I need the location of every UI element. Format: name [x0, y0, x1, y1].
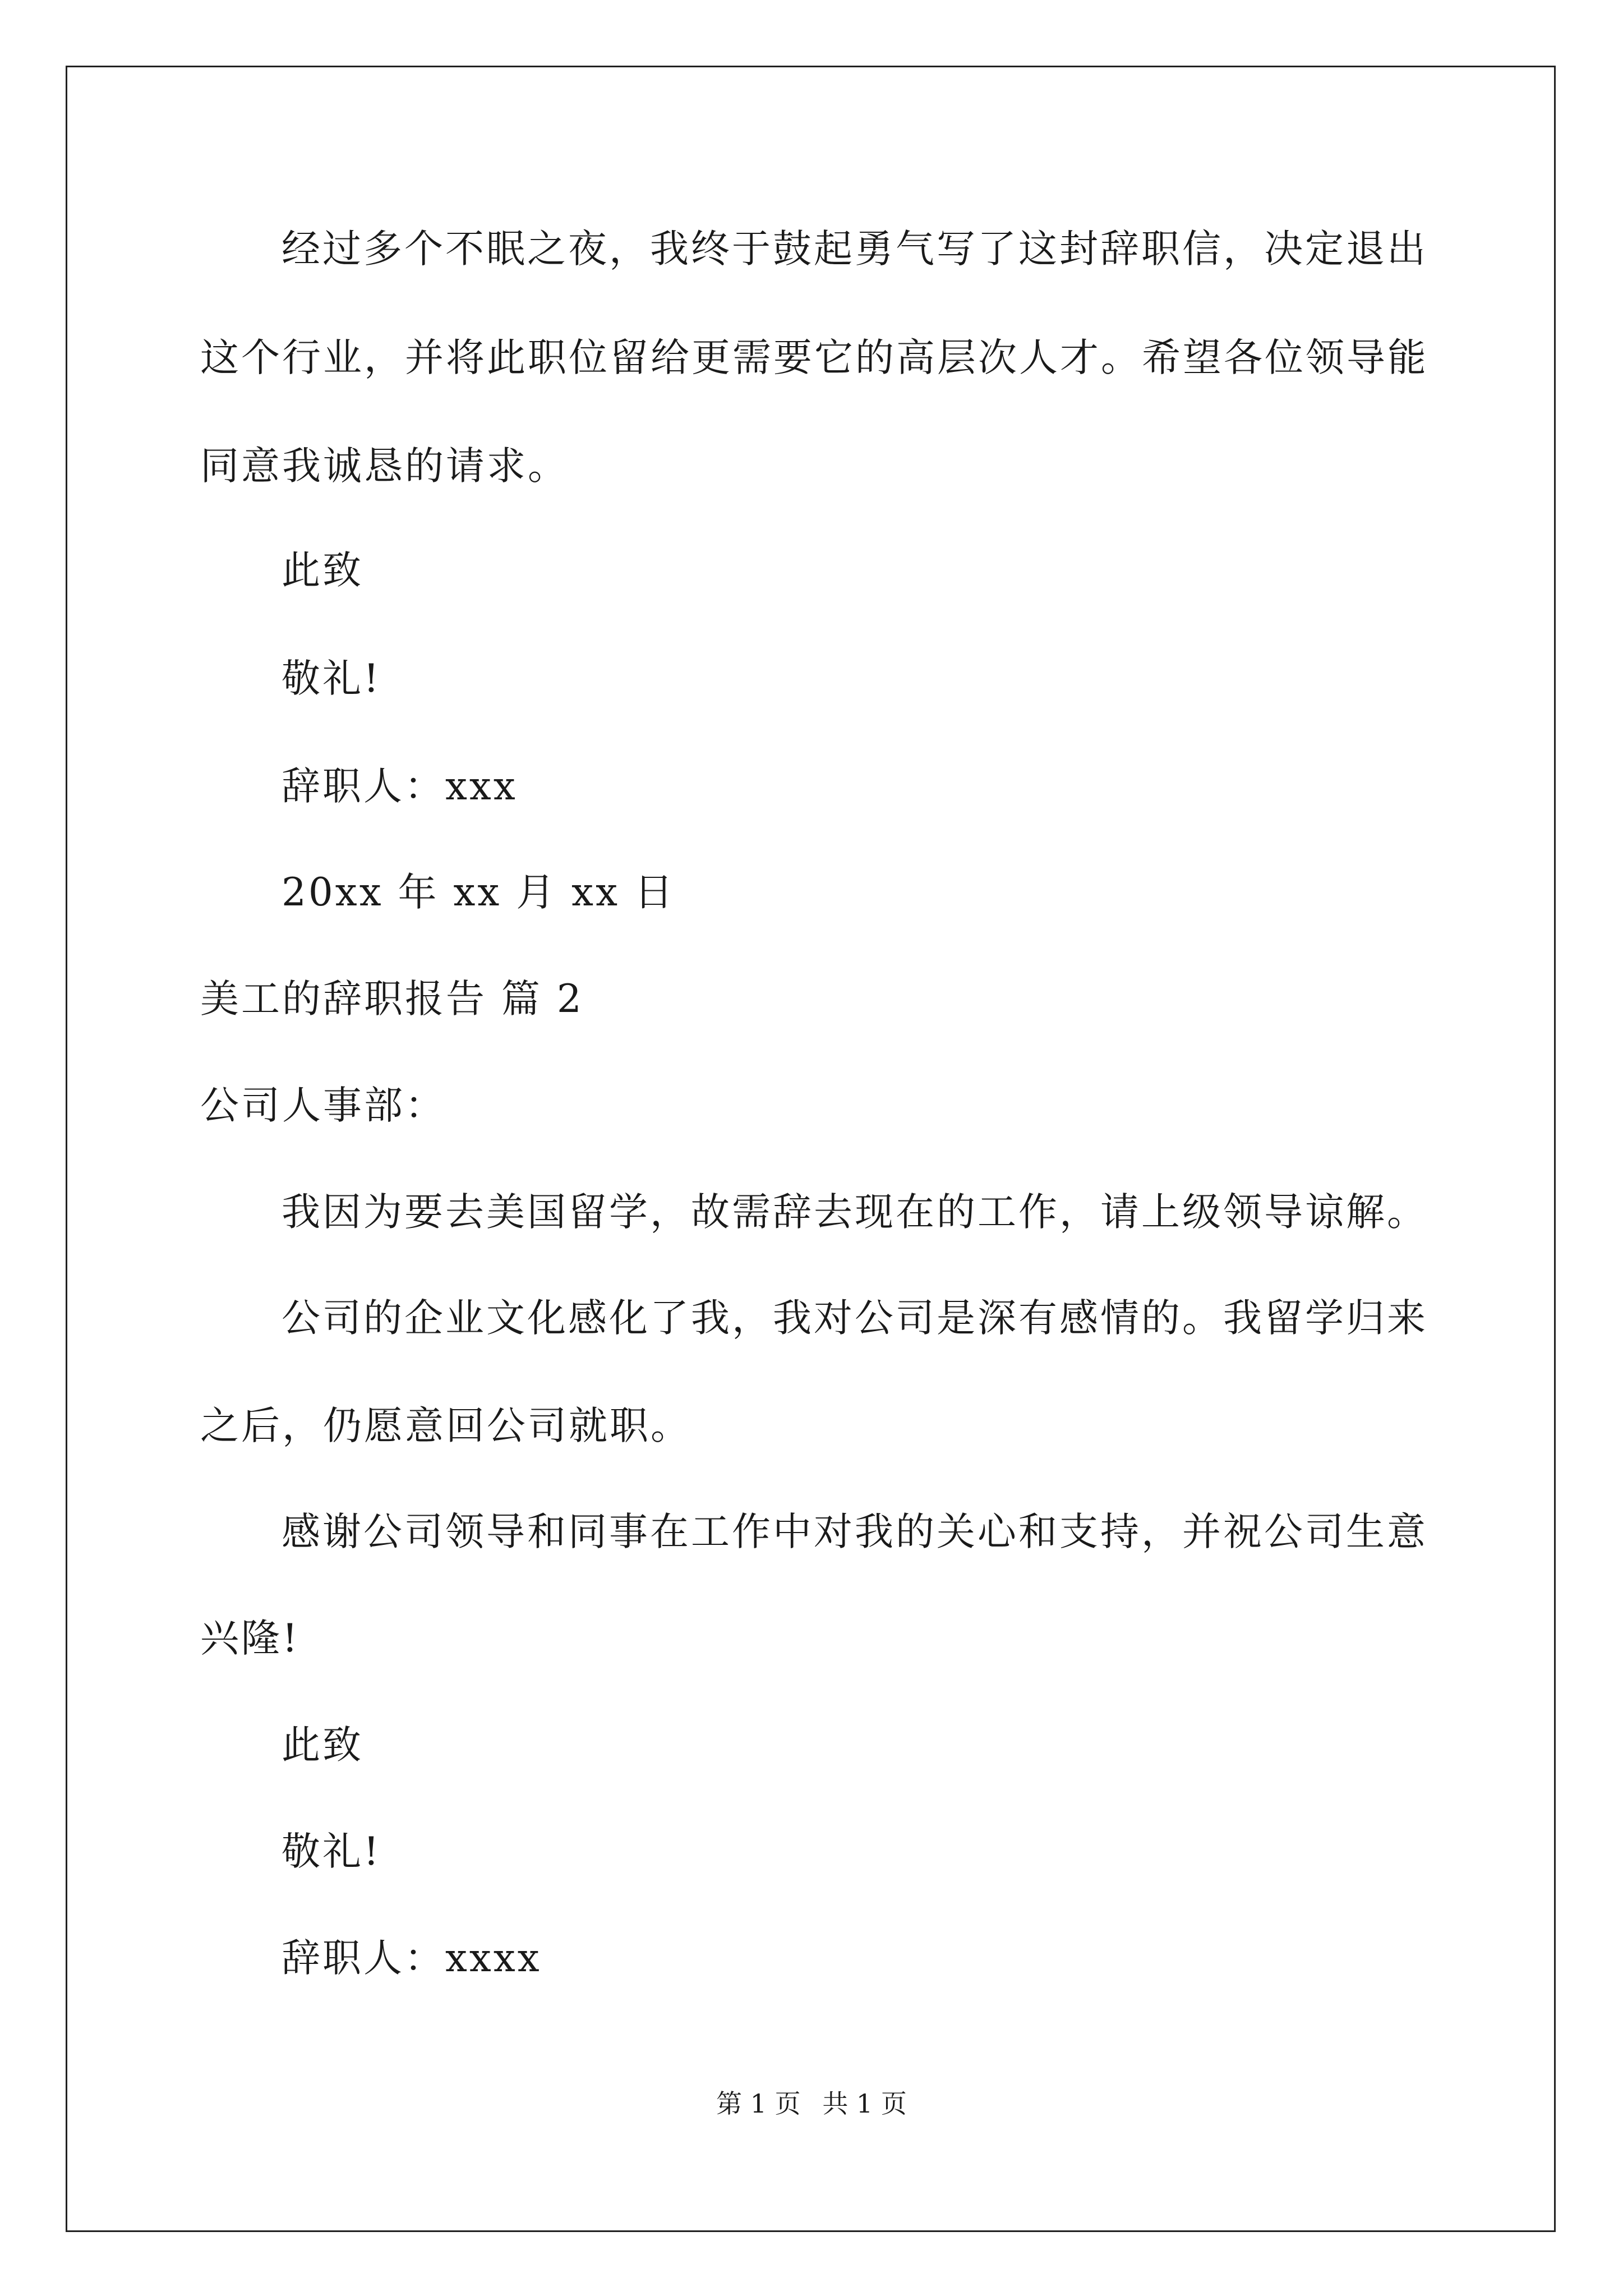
page-border	[66, 66, 1556, 2232]
signer-name-2: 辞职人：xxxx	[282, 1936, 542, 1981]
closing-greeting: 此致	[282, 548, 363, 593]
signer-name: 辞职人：xxx	[282, 764, 518, 809]
paragraph-3-line-1: 公司的企业文化感化了我，我对公司是深有感情的。我留学归来	[282, 1296, 1428, 1341]
page-footer	[0, 2088, 1623, 2119]
paragraph-4-line-2: 兴隆!	[200, 1616, 300, 1661]
paragraph-1-line-2: 这个行业，并将此职位留给更需要它的高层次人才。希望各位领导能	[200, 335, 1428, 380]
paragraph-4-line-1: 感谢公司领导和同事在工作中对我的关心和支持，并祝公司生意	[282, 1510, 1428, 1554]
recipient: 公司人事部：	[200, 1083, 446, 1128]
paragraph-1-line-3: 同意我诚恳的请求。	[200, 444, 569, 489]
page-total: 共 1 页	[822, 2088, 907, 2119]
page-number: 第 1 页	[716, 2088, 801, 2119]
closing-salute: 敬礼!	[282, 656, 381, 701]
closing-greeting-2: 此致	[282, 1723, 363, 1768]
paragraph-2-line-1: 我因为要去美国留学，故需辞去现在的工作，请上级领导谅解。	[282, 1190, 1428, 1235]
closing-salute-2: 敬礼!	[282, 1829, 381, 1874]
paragraph-1-line-1: 经过多个不眠之夜，我终于鼓起勇气写了这封辞职信，决定退出	[282, 227, 1428, 272]
paragraph-3-line-2: 之后，仍愿意回公司就职。	[200, 1404, 691, 1448]
letter-date: 20xx 年 xx 月 xx 日	[282, 870, 675, 915]
section-title: 美工的辞职报告 篇 2	[200, 977, 584, 1022]
